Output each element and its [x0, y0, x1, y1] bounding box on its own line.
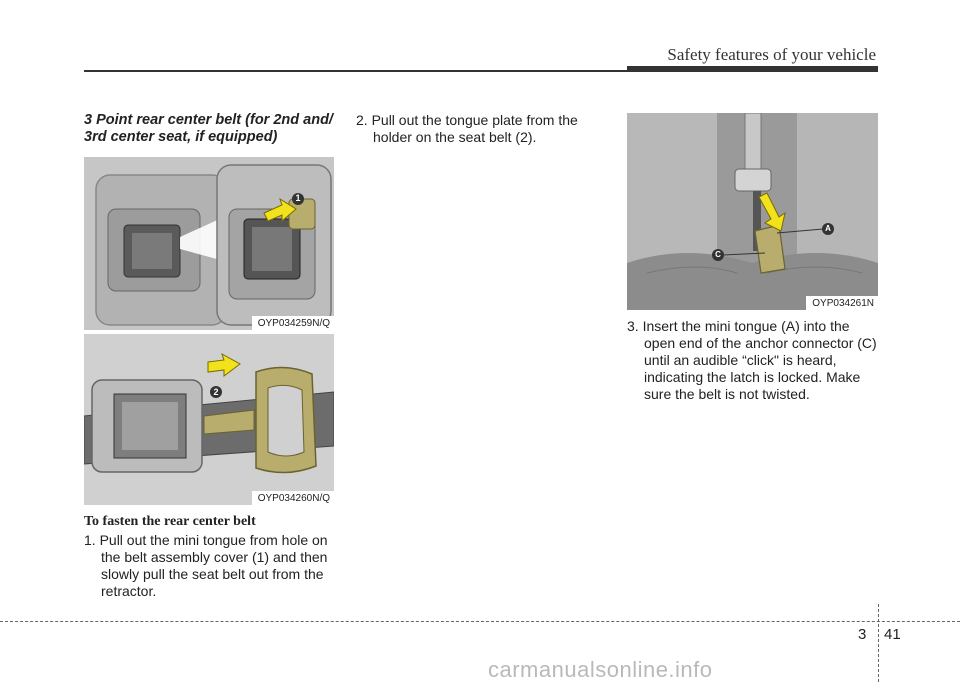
figure-caption: OYP034261N: [806, 296, 878, 310]
header-rule-accent: [627, 66, 878, 72]
watermark: carmanualsonline.info: [488, 657, 713, 682]
figure-marker-1: 1: [295, 193, 301, 203]
label-c: C: [715, 250, 721, 259]
step-text: 2. Pull out the tongue plate from the holder on the seat belt (2).: [356, 112, 578, 145]
chapter-number: 3: [858, 626, 867, 643]
step-text: 3. Insert the mini tongue (A) into the open end of the anchor connector (C) until an audible “click" is heard, indicating the latch is locked. Make sure the belt is not twisted.: [627, 318, 877, 402]
step-3: [627, 318, 878, 403]
label-a: A: [825, 224, 831, 233]
step-1: [84, 532, 334, 600]
figure-belt-cover: [84, 157, 334, 330]
subheading: To fasten the rear center belt: [84, 514, 256, 529]
page-number: 41: [884, 626, 901, 643]
step-2: [356, 112, 606, 146]
figure-caption: OYP034260N/Q: [252, 491, 334, 505]
anchor-connector-illustration: [627, 113, 878, 310]
figure-tongue-plate: [84, 334, 334, 505]
figure-marker-2: 2: [213, 387, 219, 397]
section-title: 3 Point rear center belt (for 2nd and/ 3rd center seat, if equipped): [84, 112, 333, 145]
header-title: Safety features of your vehicle: [667, 45, 876, 64]
footer-divider: [878, 604, 879, 682]
step-text: 1. Pull out the mini tongue from hole on the belt assembly cover (1) and then slowly pull the seat belt out from the retractor.: [84, 532, 328, 599]
tongue-plate-illustration: [84, 334, 334, 505]
belt-cover-illustration: [84, 157, 334, 330]
figure-caption: OYP034259N/Q: [252, 316, 334, 330]
footer-rule: [0, 621, 960, 622]
figure-anchor-connector: [627, 113, 878, 310]
